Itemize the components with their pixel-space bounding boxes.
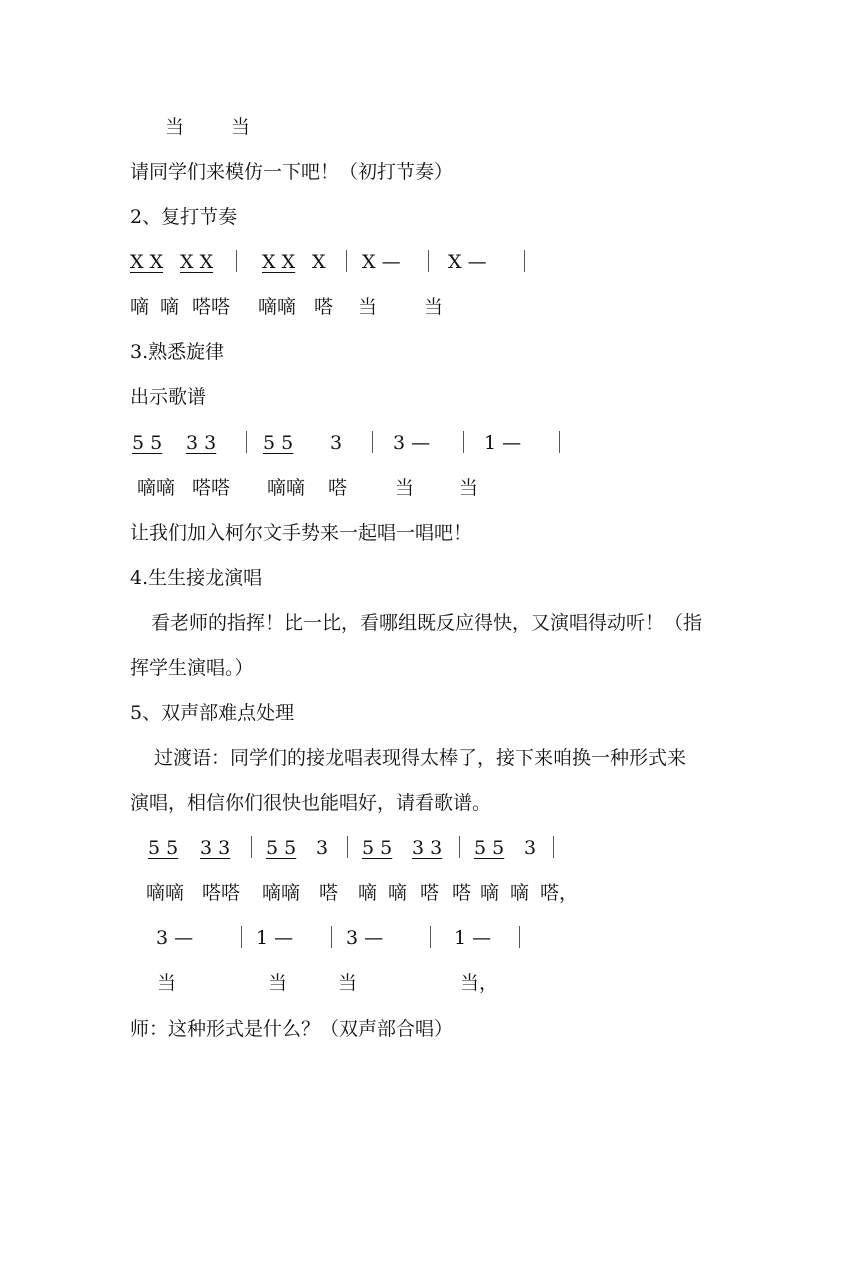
lyric-word: 嘀嘀 [262, 882, 301, 904]
lyric-word: 当， [460, 972, 499, 994]
melody-note: 3 — [156, 927, 194, 949]
section-heading: 2、复打节奏 [130, 206, 238, 228]
rhythm-notation [0, 247, 487, 277]
lyric-word: 嗒， [540, 882, 579, 904]
lyric-line [0, 878, 579, 908]
lyric-word: 嗒 [314, 296, 334, 318]
rhythm-note: X — [362, 251, 401, 273]
lyric-word: 当 [338, 972, 358, 994]
lyric-word: 嘀 [480, 882, 500, 904]
paragraph: 师：这种形式是什么？（双声部合唱） [130, 1018, 454, 1040]
lyric-word: 嗒嗒 [192, 477, 231, 499]
paragraph: 出示歌谱 [130, 386, 207, 408]
lyric-word: 嗒 [328, 477, 348, 499]
melody-note: 5 5 [474, 837, 505, 859]
paragraph: 请同学们来模仿一下吧！（初打节奏） [130, 161, 454, 183]
bar-line [347, 836, 348, 858]
lyric-word: 嗒嗒 [192, 296, 231, 318]
lyric-word: 嘀 [160, 296, 180, 318]
lyric-word: 嘀嘀 [137, 477, 176, 499]
lyric-word: 嘀 [388, 882, 408, 904]
bar-line [559, 431, 560, 453]
bar-line [346, 250, 347, 272]
melody-note: 1 — [256, 927, 294, 949]
bar-line [519, 926, 520, 948]
melody-notation [0, 923, 492, 953]
melody-note: 5 5 [148, 837, 179, 859]
lyric-word: 嗒 [452, 882, 472, 904]
lyric-word: 嘀嘀 [146, 882, 185, 904]
lyric-word: 当 [424, 296, 444, 318]
section-heading: 5、双声部难点处理 [130, 702, 295, 724]
paragraph: 挥学生演唱。） [130, 657, 254, 679]
melody-note: 3 [330, 432, 343, 454]
bar-line [246, 431, 247, 453]
lyric-line-1 [0, 112, 251, 142]
melody-note: 3 [524, 837, 537, 859]
paragraph: 看老师的指挥！比一比，看哪组既反应得快，又演唱得动听！（指 [151, 612, 703, 634]
lyric-word: 当 [395, 477, 415, 499]
lyric-line [0, 292, 444, 322]
section-heading: 4.生生接龙演唱 [130, 567, 263, 589]
melody-note: 5 5 [362, 837, 393, 859]
rhythm-note: X X [130, 251, 164, 273]
melody-notation [0, 833, 537, 863]
rhythm-note: X X [180, 251, 214, 273]
paragraph: 演唱，相信你们很快也能唱好，请看歌谱。 [130, 792, 492, 814]
section-heading: 3.熟悉旋律 [130, 341, 225, 363]
rhythm-note: X — [448, 251, 487, 273]
lyric-word: 嘀嘀 [267, 477, 306, 499]
lyric-word: 嗒 [420, 882, 440, 904]
paragraph: 让我们加入柯尔文手势来一起唱一唱吧！ [130, 522, 473, 544]
melody-note: 1 — [454, 927, 492, 949]
melody-note: 3 3 [412, 837, 443, 859]
bar-line [459, 836, 460, 858]
lyric-word: 当 [165, 116, 185, 138]
melody-note: 3 [316, 837, 329, 859]
lyric-word: 当 [459, 477, 479, 499]
lyric-word: 当 [268, 972, 288, 994]
melody-note: 5 5 [132, 432, 163, 454]
paragraph: 过渡语：同学们的接龙唱表现得太棒了，接下来咱换一种形式来 [154, 747, 687, 769]
melody-note: 3 — [346, 927, 384, 949]
bar-line [331, 926, 332, 948]
lyric-word: 嘀嘀 [258, 296, 297, 318]
lyric-line [0, 968, 499, 998]
rhythm-note: X [312, 251, 326, 273]
melody-note: 5 5 [266, 837, 297, 859]
lyric-word: 嘀 [358, 882, 378, 904]
lyric-word: 当 [231, 116, 251, 138]
melody-note: 3 — [393, 432, 431, 454]
lyric-word: 嘀 [510, 882, 530, 904]
melody-note: 3 3 [200, 837, 231, 859]
bar-line [524, 250, 525, 272]
bar-line [553, 836, 554, 858]
melody-note: 1 — [484, 432, 522, 454]
bar-line [372, 431, 373, 453]
melody-note: 3 3 [186, 432, 217, 454]
bar-line [428, 250, 429, 272]
lyric-word: 嗒 [319, 882, 339, 904]
lyric-word: 嘀 [130, 296, 150, 318]
melody-notation [0, 428, 522, 458]
lyric-word: 当 [358, 296, 378, 318]
bar-line [236, 250, 237, 272]
lyric-line [0, 473, 479, 503]
melody-note: 5 5 [263, 432, 294, 454]
bar-line [463, 431, 464, 453]
bar-line [430, 926, 431, 948]
bar-line [241, 926, 242, 948]
rhythm-note: X X [262, 251, 296, 273]
bar-line [251, 836, 252, 858]
lyric-word: 嗒嗒 [202, 882, 241, 904]
lyric-word: 当 [157, 972, 177, 994]
